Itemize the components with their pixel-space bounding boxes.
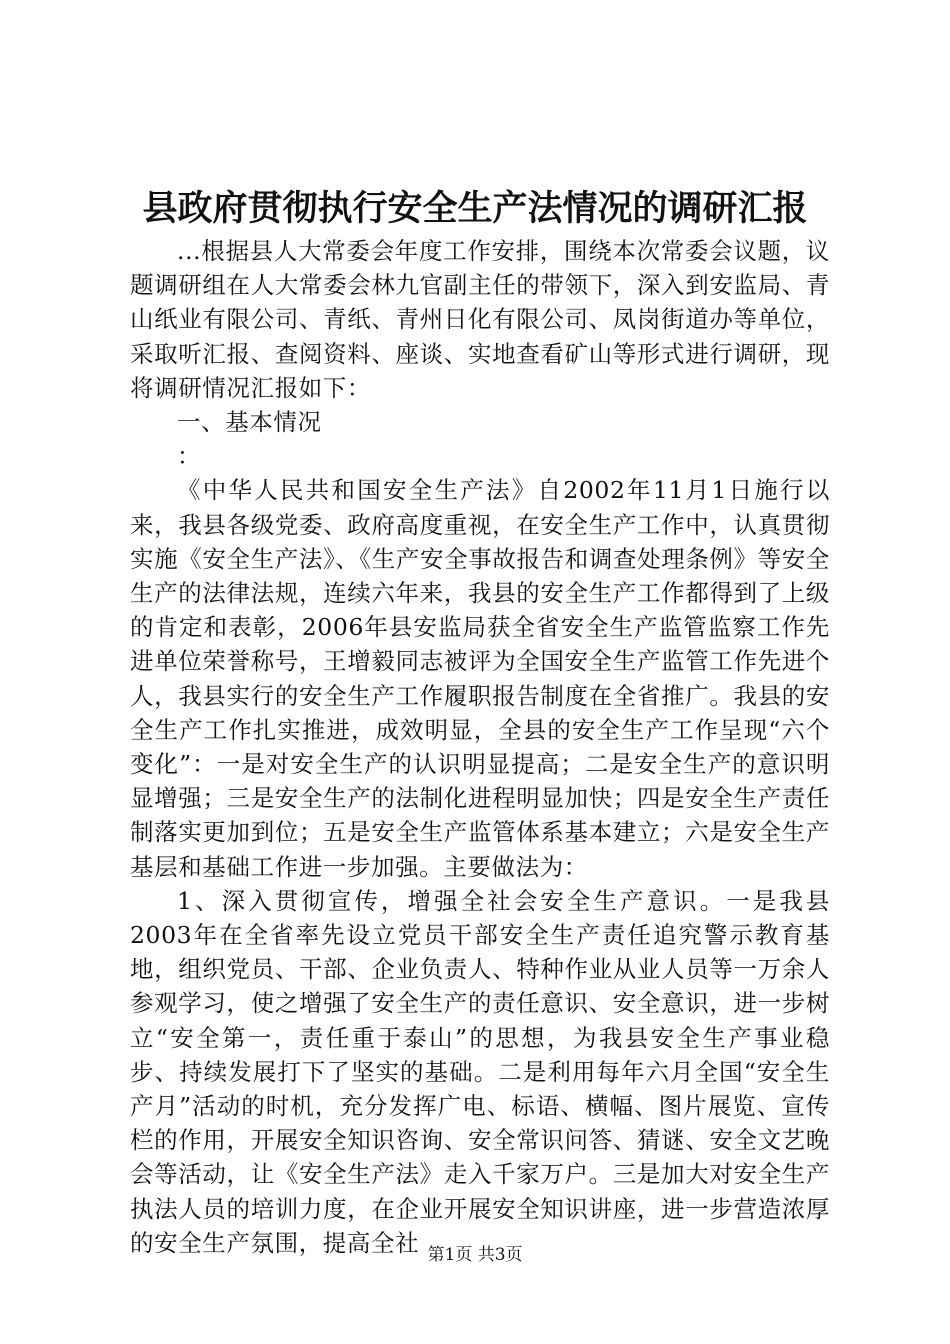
document-body	[130, 234, 830, 1260]
colon-line: ：	[177, 442, 201, 471]
footer-page-number: 1	[444, 1245, 456, 1265]
paragraph-item-1: 1、深入贯彻宣传，增强全社会安全生产意识。一是我县2003年在全省率先设立党员干部安全生产责任追究警示教育基地，组织党员、干部、企业负责人、特种作业从业人员等一万余人参观学习，使之增强了安全生产的责任意识、安全意识，进一步树立“安全第一，责任重于泰山”的思想，为我县安全生产事业稳步、持续发展打下了坚实的基础。二是利用每年六月全国“安全生产月”活动的时机，充分发挥广电、标语、横幅、图片展览、宣传栏的作用，开展安全知识咨询、安全常识问答、猜谜、安全文艺晚会等活动，让《安全生产法》走入千家万户。三是加大对安全生产执法人员的培训力度，在企业开展安全知识讲座，进一步营造浓厚的安全生产氛围，提高全社	[130, 886, 830, 1257]
footer-suffix: 页	[505, 1245, 523, 1265]
footer-page-total: 3	[494, 1245, 506, 1265]
section-heading-basic: 一、基本情况	[177, 408, 322, 437]
paragraph-overview: 《中华人民共和国安全生产法》自2002年11月1日施行以来，我县各级党委、政府高度重视，在安全生产工作中，认真贯彻实施《安全生产法》、《生产安全事故报告和调查处理条例》等安全生产的法律法规，连续六年来，我县的安全生产工作都得到了上级的肯定和表彰，2006年县安监局获全省安全生产监管监察工作先进单位荣誉称号，王增毅同志被评为全国安全生产监管工作先进个人，我县实行的安全生产工作履职报告制度在全省推广。我县的安全生产工作扎实推进，成效明显，全县的安全生产工作呈现“六个变化”：一是对安全生产的认识明显提高；二是安全生产的意识明显增强；三是安全生产的法制化进程明显加快；四是安全生产责任制落实更加到位；五是安全生产监管体系基本建立；六是安全生产基层和基础工作进一步加强。主要做法为：	[130, 476, 830, 881]
document-title: 县政府贯彻执行安全生产法情况的调研汇报	[142, 188, 808, 229]
footer-mid: 页 共	[455, 1245, 495, 1265]
intro-paragraph: ...根据县人大常委会年度工作安排，围绕本次常委会议题，议题调研组在人大常委会林九官副主任的带领下，深入到安监局、青山纸业有限公司、青纸、青州日化有限公司、凤岗街道办等单位，采取听汇报、查阅资料、座谈、实地查看矿山等形式进行调研，现将调研情况汇报如下：	[130, 237, 830, 402]
footer-prefix: 第	[427, 1245, 445, 1265]
page-footer	[0, 1243, 950, 1267]
